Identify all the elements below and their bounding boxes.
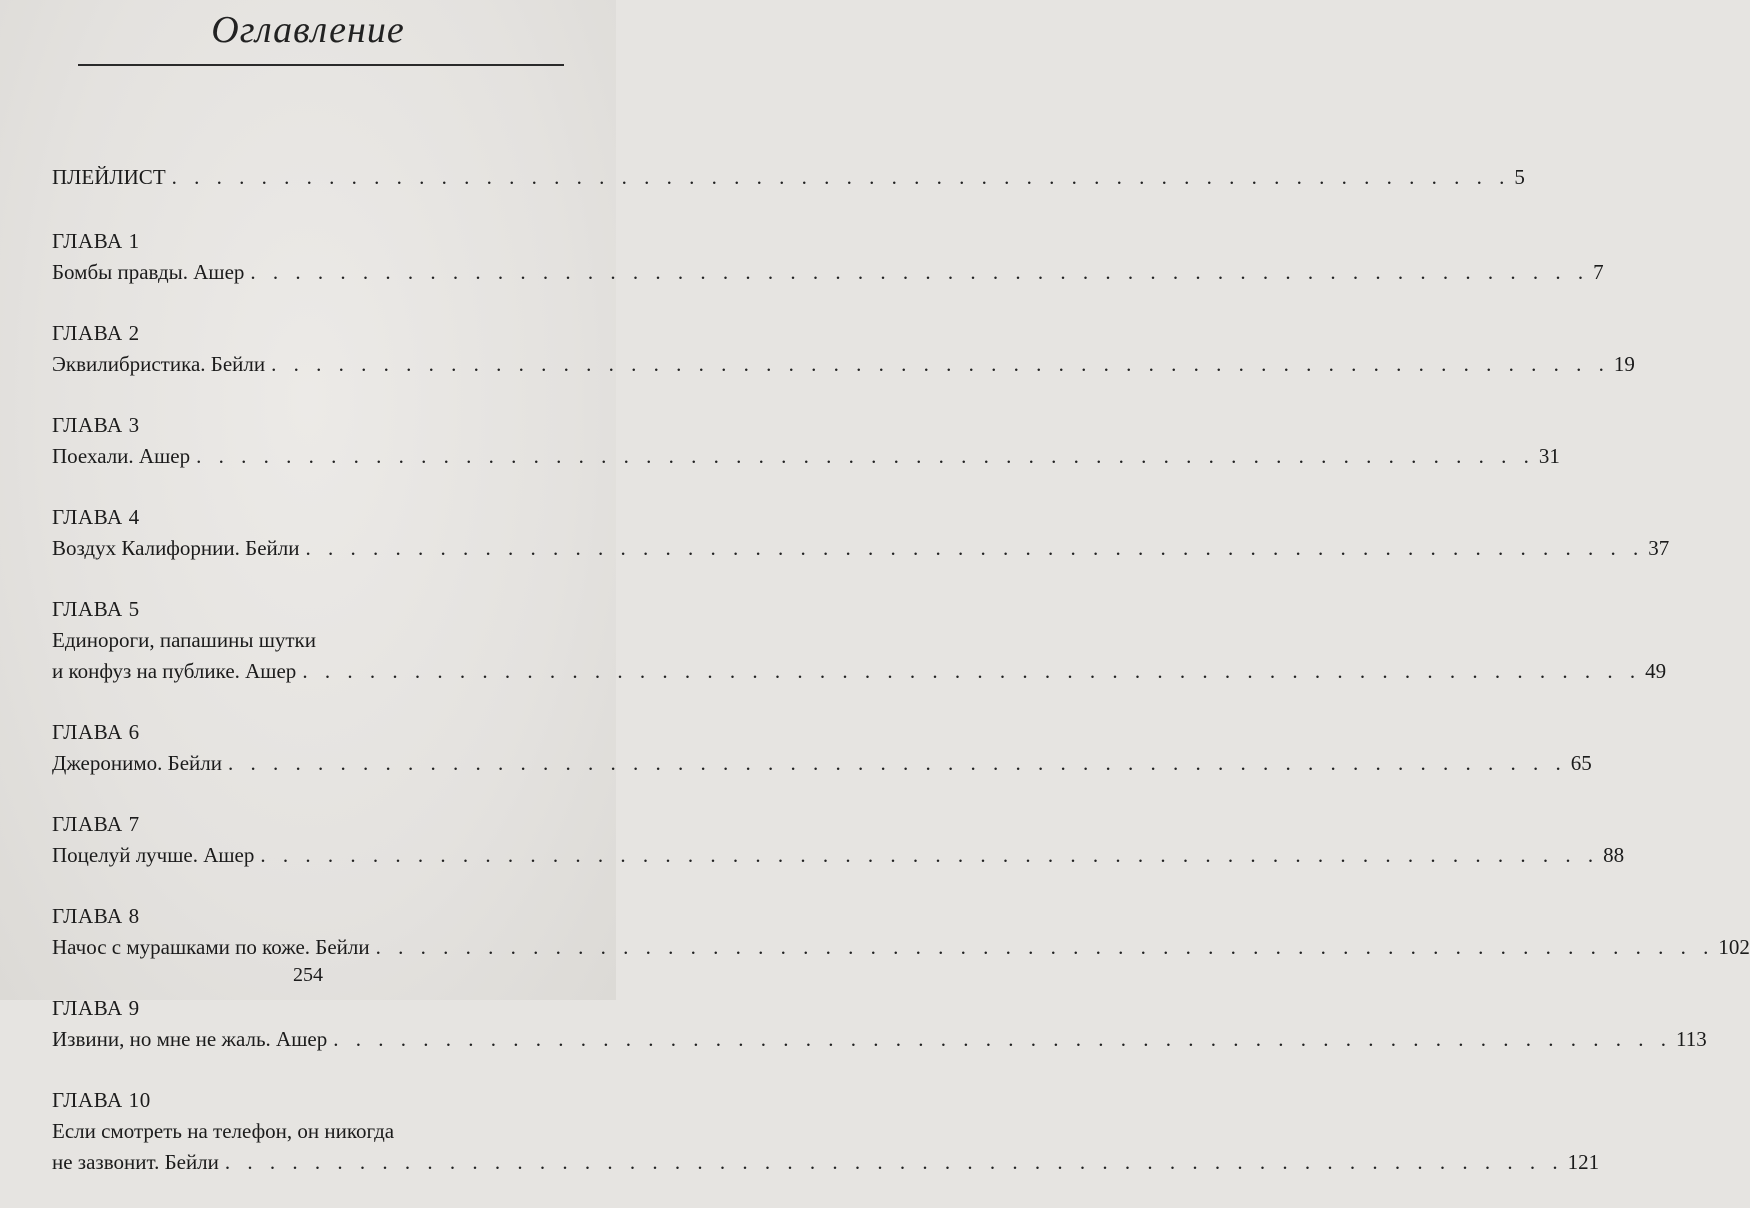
chapter-title: ПЛЕЙЛИСТ xyxy=(52,165,166,189)
toc-entry xyxy=(52,594,1667,687)
page-reference: 88 xyxy=(1603,843,1625,867)
toc-line xyxy=(52,441,1560,472)
toc-entry xyxy=(52,717,1592,779)
dot-leader: . . . . . . . . . . . . . . . . . . . . . . . . . . . . . . . . . . . . . . . . . . . . . . . . . . . . . . . . . . . . xyxy=(305,536,1645,560)
dot-leader: . . . . . . . . . . . . . . . . . . . . . . . . . . . . . . . . . . . . . . . . . . . . . . . . . . . . . . . . . . . . xyxy=(271,352,1610,376)
dot-leader: . . . . . . . . . . . . . . . . . . . . . . . . . . . . . . . . . . . . . . . . . . . . . . . . . . . . . . . . . . . . xyxy=(171,165,1511,189)
chapter-title: Бомбы правды. Ашер xyxy=(52,260,245,284)
dot-leader: . . . . . . . . . . . . . . . . . . . . . . . . . . . . . . . . . . . . . . . . . . . . . . . . . . . . . . . . . . . . xyxy=(250,260,1590,284)
toc-entry xyxy=(52,410,1560,472)
toc-entry xyxy=(52,1085,1600,1178)
toc-entry xyxy=(52,502,1670,564)
toc-entry xyxy=(52,318,1635,380)
toc-line xyxy=(52,1024,1707,1055)
heading-rule xyxy=(78,64,564,66)
toc-entry xyxy=(52,901,1750,963)
chapter-label: ГЛАВА 2 xyxy=(52,321,140,345)
toc-heading: Оглавление xyxy=(211,9,405,51)
page-reference: 102 xyxy=(1718,935,1750,959)
chapter-title: Начос с мурашками по коже. Бейли xyxy=(52,935,370,959)
chapter-label: ГЛАВА 10 xyxy=(52,1088,151,1112)
toc-entry xyxy=(52,993,1707,1055)
toc-line xyxy=(52,1147,1600,1178)
dot-leader: . . . . . . . . . . . . . . . . . . . . . . . . . . . . . . . . . . . . . . . . . . . . . . . . . . . . . . . . . . . . xyxy=(196,444,1535,468)
toc-entry xyxy=(52,809,1625,871)
page-reference: 113 xyxy=(1675,1027,1707,1051)
page-reference: 49 xyxy=(1645,659,1667,683)
chapter-label: ГЛАВА 4 xyxy=(52,505,140,529)
chapter-title: не зазвонит. Бейли xyxy=(52,1150,219,1174)
chapter-title-line: Единороги, папашины шутки xyxy=(52,628,316,652)
page-reference: 7 xyxy=(1593,260,1604,284)
toc-line xyxy=(52,656,1667,687)
toc-entry xyxy=(52,226,1604,288)
chapter-label: ГЛАВА 3 xyxy=(52,413,140,437)
dot-leader: . . . . . . . . . . . . . . . . . . . . . . . . . . . . . . . . . . . . . . . . . . . . . . . . . . . . . . . . . . . . xyxy=(227,751,1567,775)
page-number: 254 xyxy=(293,964,323,986)
chapter-label: ГЛАВА 8 xyxy=(52,904,140,928)
dot-leader: . . . . . . . . . . . . . . . . . . . . . . . . . . . . . . . . . . . . . . . . . . . . . . . . . . . . . . . . . . . . xyxy=(302,659,1642,683)
page-reference: 5 xyxy=(1514,165,1525,189)
toc-entry xyxy=(52,162,1525,193)
chapter-title: Джеронимо. Бейли xyxy=(52,751,222,775)
chapter-title: Воздух Калифорнии. Бейли xyxy=(52,536,300,560)
toc-line xyxy=(52,162,1525,193)
toc-line xyxy=(52,932,1750,963)
dot-leader: . . . . . . . . . . . . . . . . . . . . . . . . . . . . . . . . . . . . . . . . . . . . . . . . . . . . . . . . . . . . xyxy=(375,935,1715,959)
page-reference: 31 xyxy=(1538,444,1560,468)
chapter-title: и конфуз на публике. Ашер xyxy=(52,659,297,683)
chapter-title: Эквилибристика. Бейли xyxy=(52,352,266,376)
chapter-title: Поехали. Ашер xyxy=(52,444,191,468)
chapter-label: ГЛАВА 6 xyxy=(52,720,140,744)
chapter-label: ГЛАВА 5 xyxy=(52,597,140,621)
chapter-title: Поцелуй лучше. Ашер xyxy=(52,843,255,867)
dot-leader: . . . . . . . . . . . . . . . . . . . . . . . . . . . . . . . . . . . . . . . . . . . . . . . . . . . . . . . . . . . . xyxy=(333,1027,1672,1051)
chapter-label: ГЛАВА 7 xyxy=(52,812,140,836)
chapter-label: ГЛАВА 1 xyxy=(52,229,140,253)
page-reference: 37 xyxy=(1648,536,1670,560)
chapter-title-line: Если смотреть на телефон, он никогда xyxy=(52,1119,395,1143)
chapter-title: Извини, но мне не жаль. Ашер xyxy=(52,1027,328,1051)
page-reference: 121 xyxy=(1567,1150,1600,1174)
table-of-contents xyxy=(52,162,1750,1208)
toc-line xyxy=(52,748,1592,779)
toc-line xyxy=(52,349,1635,380)
chapter-label: ГЛАВА 9 xyxy=(52,996,140,1020)
toc-line xyxy=(52,533,1670,564)
page-reference: 65 xyxy=(1570,751,1592,775)
dot-leader: . . . . . . . . . . . . . . . . . . . . . . . . . . . . . . . . . . . . . . . . . . . . . . . . . . . . . . . . . . . . xyxy=(260,843,1600,867)
toc-line xyxy=(52,257,1604,288)
page-reference: 19 xyxy=(1613,352,1635,376)
dot-leader: . . . . . . . . . . . . . . . . . . . . . . . . . . . . . . . . . . . . . . . . . . . . . . . . . . . . . . . . . . . . xyxy=(224,1150,1564,1174)
toc-line xyxy=(52,840,1625,871)
